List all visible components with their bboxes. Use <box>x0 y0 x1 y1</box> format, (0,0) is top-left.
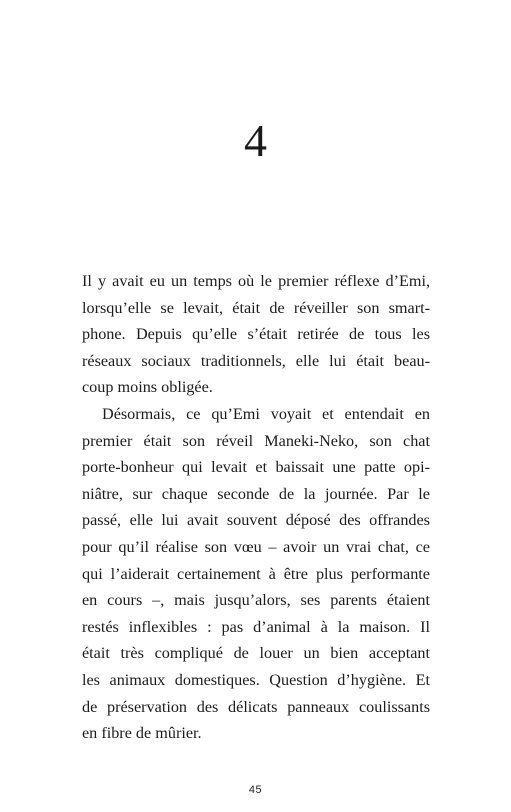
body-text <box>82 268 430 747</box>
text-line: premier était son réveil Maneki-Neko, son chat <box>82 431 430 450</box>
text-line: les animaux domestiques. Question d’hygiène. Et <box>82 670 430 689</box>
text-line: qui l’aiderait certainement à être plus performante <box>82 564 430 583</box>
paragraph-2 <box>82 401 430 747</box>
text-line: restés inflexibles : pas d’animal à la maison. Il <box>82 617 430 636</box>
text-line: lorsqu’elle se levait, était de réveiller son smart- <box>82 298 430 317</box>
page-number: 45 <box>248 784 263 796</box>
text-line: en cours –, mais jusqu’alors, ses parents étaient <box>82 591 430 610</box>
text-line: niâtre, sur chaque seconde de la journée. Par le <box>82 484 430 503</box>
text-line: réseaux sociaux traditionnels, elle lui était beau- <box>82 351 430 370</box>
text-line: était très compliqué de louer un bien acceptant <box>82 644 430 663</box>
text-line: coup moins obligée. <box>82 378 213 397</box>
text-line: en fibre de mûrier. <box>82 724 202 743</box>
paragraph-1 <box>82 268 430 401</box>
text-line: passé, elle lui avait souvent déposé des offrandes <box>82 511 430 530</box>
text-line: Désormais, ce qu’Emi voyait et entendait en <box>102 404 430 423</box>
chapter-number: 4 <box>244 115 267 166</box>
text-line: porte-bonheur qui levait et baissait une patte opi- <box>82 458 430 477</box>
text-line: Il y avait eu un temps où le premier réflexe d’Emi, <box>82 272 430 290</box>
text-line: phone. Depuis qu’elle s’était retirée de tous les <box>82 325 430 344</box>
text-line: de préservation des délicats panneaux coulissants <box>82 697 430 716</box>
text-line: pour qu’il réalise son vœu – avoir un vrai chat, ce <box>82 537 430 556</box>
